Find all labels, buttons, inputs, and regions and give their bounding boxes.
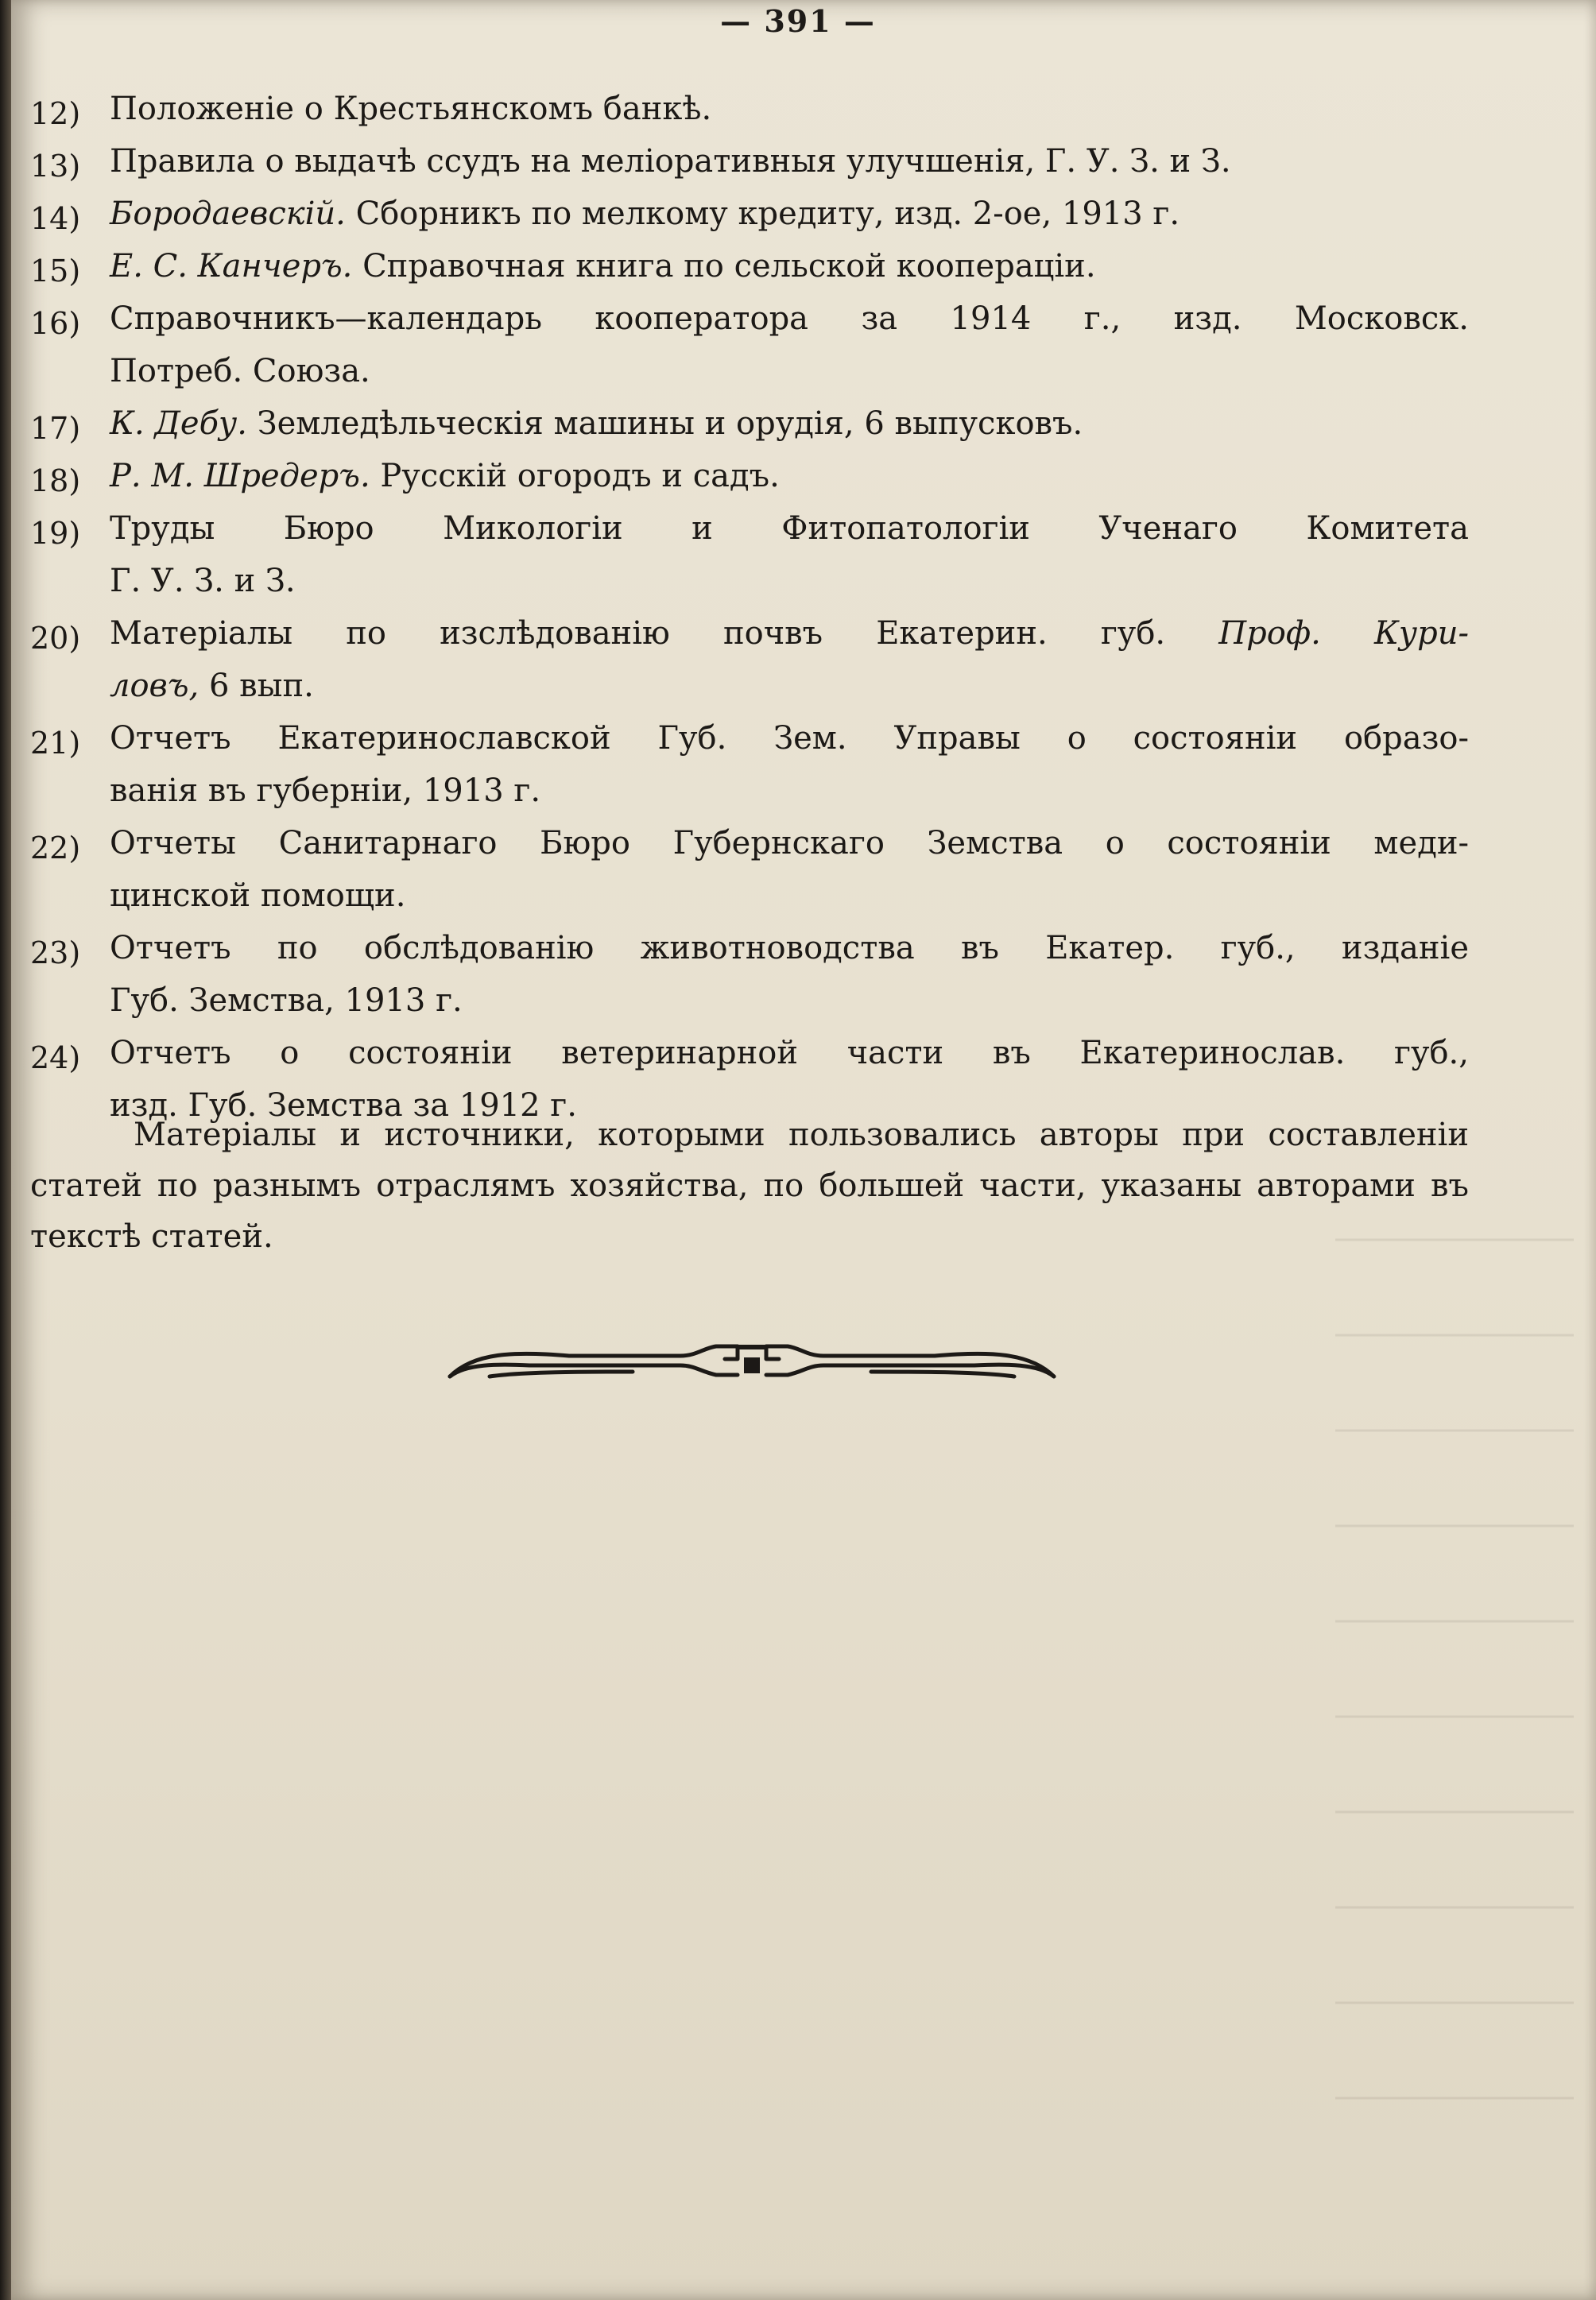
decorative-ornament-icon	[442, 1340, 1062, 1386]
bibliography-entry	[30, 712, 1469, 817]
bibliography-entry	[30, 607, 1469, 712]
entry-continuation: изд. Губ. Земства за 1912 г.	[110, 1087, 577, 1124]
entry-number: 12)	[30, 96, 81, 131]
entry-number: 24)	[30, 1040, 81, 1075]
book-binding-shadow	[0, 0, 11, 2300]
page-number: — 391 —	[720, 3, 876, 39]
entry-text: Русскій огородъ и садъ.	[380, 458, 780, 494]
entry-text: Правила о выдачѣ ссудъ на меліоративныя улучшенія, Г. У. З. и З.	[110, 143, 1231, 180]
entry-number: 15)	[30, 254, 81, 288]
entry-text: Отчетъ о состояніи ветеринарной части въ Екатеринослав. губ.,	[110, 1035, 1469, 1071]
entry-text: Матеріалы по изслѣдованію почвъ Екатерин. губ.	[110, 615, 1166, 652]
entry-author: К. Дебу.	[110, 405, 247, 442]
entry-number: 18)	[30, 463, 81, 498]
bibliography-entry	[30, 135, 1469, 188]
entry-continuation: Потреб. Союза.	[110, 353, 370, 389]
bibliography-entry	[30, 502, 1469, 607]
entry-number: 19)	[30, 516, 81, 551]
entry-continuation: Губ. Земства, 1913 г.	[110, 982, 463, 1019]
bibliography-entry	[30, 450, 1469, 502]
entry-number: 16)	[30, 306, 81, 341]
entry-continuation: ванія въ губерніи, 1913 г.	[110, 772, 541, 809]
entry-author: Р. М. Шредеръ.	[110, 458, 370, 494]
bibliography-entry	[30, 188, 1469, 240]
entry-number: 14)	[30, 201, 81, 236]
entry-continuation: цинской помощи.	[110, 877, 406, 914]
entry-text: Отчетъ Екатеринославской Губ. Зем. Управы о состояніи образо-	[110, 720, 1469, 757]
entry-text: Труды Бюро Микологіи и Фитопатологіи Ученаго Комитета	[110, 510, 1469, 547]
entry-number: 21)	[30, 726, 81, 761]
entry-number: 22)	[30, 831, 81, 865]
entry-text: Положеніе о Крестьянскомъ банкѣ.	[110, 91, 712, 127]
entry-author: Е. С. Канчеръ.	[110, 248, 353, 285]
bibliography-entry	[30, 83, 1469, 135]
closing-paragraph: Матеріалы и источники, которыми пользовались авторы при составленіи статей по разнымъ отраслямъ хозяйства, по большей части, указаны авторами въ текстѣ статей.	[30, 1117, 1469, 1255]
entry-text: Сборникъ по мелкому кредиту, изд. 2-ое, 1913 г.	[355, 196, 1180, 232]
entry-author: Бородаевскій.	[110, 196, 346, 232]
entry-author: Проф. Кури-	[1218, 615, 1470, 652]
entry-text: Справочникъ—календарь кооператора за 1914 г., изд. Московск.	[110, 300, 1469, 337]
bibliography-entry	[30, 292, 1469, 397]
bibliography-entry	[30, 817, 1469, 922]
entry-text: Справочная книга по сельской коопераціи.	[362, 248, 1096, 285]
entry-continuation: Г. У. З. и З.	[110, 563, 296, 599]
entry-number: 23)	[30, 935, 81, 970]
bibliography-list	[30, 83, 1469, 1132]
bibliography-entry	[30, 922, 1469, 1027]
entry-author-continuation: ловъ,	[110, 668, 200, 704]
entry-number: 17)	[30, 411, 81, 446]
entry-text: Отчетъ по обслѣдованію животноводства въ Екатер. губ., изданіе	[110, 930, 1469, 966]
entry-number: 20)	[30, 621, 81, 656]
bibliography-entry	[30, 397, 1469, 450]
show-through-texture	[1335, 1192, 1574, 2225]
bibliography-entry	[30, 240, 1469, 292]
entry-text: Земледѣльческія машины и орудія, 6 выпусковъ.	[257, 405, 1083, 442]
entry-text: Отчеты Санитарнаго Бюро Губернскаго Земства о состояніи меди-	[110, 825, 1469, 862]
entry-continuation: 6 вып.	[208, 668, 314, 704]
entry-number: 13)	[30, 149, 81, 184]
